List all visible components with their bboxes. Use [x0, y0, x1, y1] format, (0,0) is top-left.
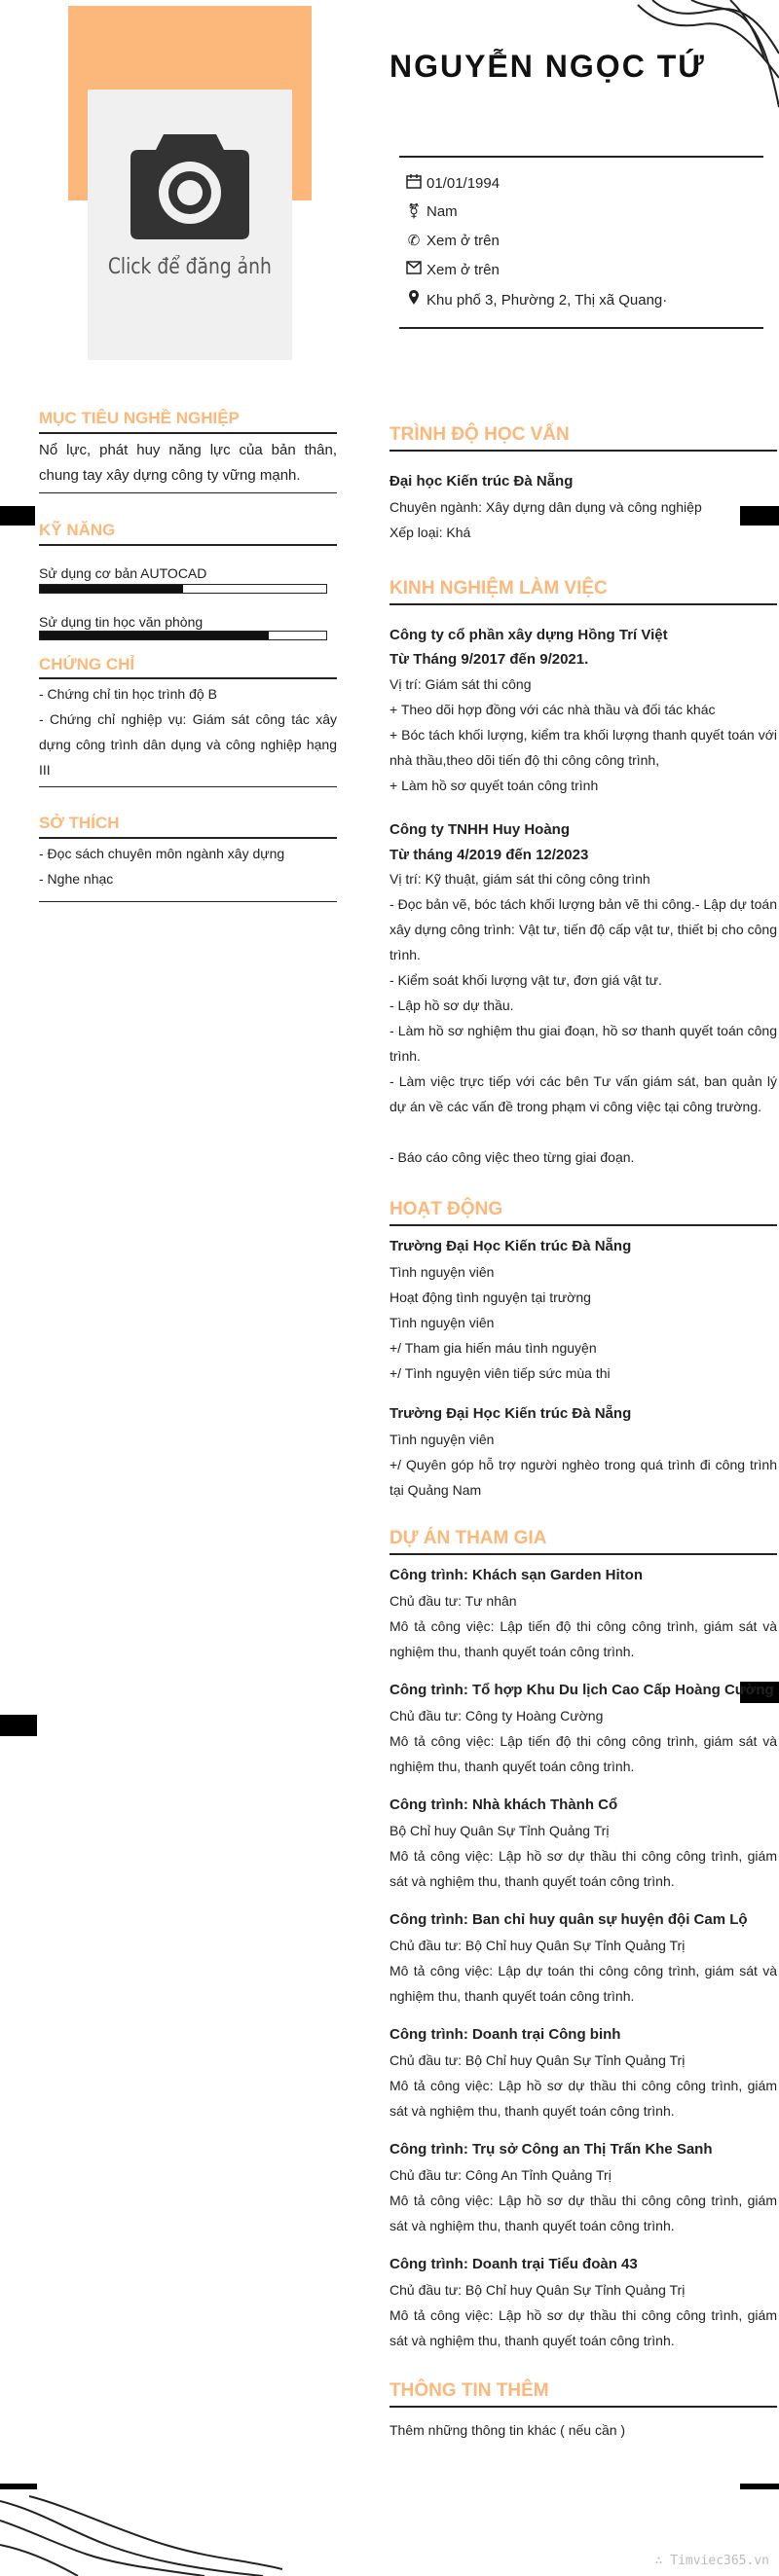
job-period: Từ Tháng 9/2017 đến 9/2021.: [390, 651, 589, 668]
project-name: Công trình: Ban chỉ huy quân sự huyện đội Cam Lộ: [390, 1911, 748, 1928]
education-divider: [390, 450, 777, 452]
gender-icon: ⚧: [407, 203, 421, 220]
cert-item: - Chứng chỉ tin học trình độ B: [39, 686, 217, 702]
job-line: - Kiểm soát khối lượng vật tư, đơn giá vật tư.: [390, 972, 662, 988]
bottom-left-marker: [0, 2484, 37, 2489]
certs-title: CHỨNG CHỈ: [39, 655, 135, 673]
skills-title: KỸ NĂNG: [39, 521, 116, 539]
activity-org: Trường Đại Học Kiến trúc Đà Nẵng: [390, 1238, 632, 1254]
gender-text: Nam: [427, 202, 458, 220]
hobbies-title: SỞ THÍCH: [39, 814, 120, 832]
activity-line: +/ Tham gia hiến máu tình nguyện: [390, 1340, 597, 1356]
photo-caption: Click để đăng ảnh: [108, 255, 272, 279]
avatar-upload[interactable]: [88, 90, 292, 360]
job-company: Công ty TNHH Huy Hoàng: [390, 821, 570, 838]
location-icon: [403, 290, 425, 309]
project-owner: Chủ đầu tư: Bộ Chỉ huy Quân Sự Tỉnh Quảng Trị: [390, 2052, 686, 2068]
project-name: Công trình: Khách sạn Garden Hiton: [390, 1567, 644, 1583]
skill-bar: [39, 584, 327, 594]
project-owner: Chủ đầu tư: Công An Tỉnh Quảng Trị: [390, 2167, 612, 2183]
job-line: Vị trí: Kỹ thuật, giám sát thi công công trình: [390, 871, 650, 887]
info-address: [403, 290, 667, 309]
info-email: [403, 261, 500, 278]
camera-icon: [127, 127, 253, 241]
project-name: Công trình: Tổ hợp Khu Du lịch Cao Cấp Hoàng Cường: [390, 1682, 774, 1698]
objective-divider: [39, 432, 337, 434]
project-desc: Mô tả công việc: Lập hồ sơ dự thầu thi công công trình, giám sát và nghiệm thu, thanh quyết toán công trình.: [390, 2193, 777, 2233]
experience-title: KINH NGHIỆM LÀM VIỆC: [390, 578, 608, 599]
activities-divider: [390, 1224, 777, 1226]
project-name: Công trình: Doanh trại Tiểu đoàn 43: [390, 2256, 638, 2272]
skill-bar-fill: [40, 632, 269, 639]
address-text: Khu phố 3, Phường 2, Thị xã Quang·: [427, 291, 668, 308]
phone-icon: ✆: [407, 233, 421, 249]
job-period: Từ tháng 4/2019 đến 12/2023: [390, 847, 589, 863]
skill-bar-fill: [40, 585, 183, 593]
project-desc: Mô tả công việc: Lập dự toán thi công công trình, giám sát và nghiệm thu, thanh quyết toán công trình.: [390, 1963, 777, 2004]
skill-bar: [39, 631, 327, 640]
email-icon: [403, 261, 425, 278]
watermark: ∴ Timviec365.vn: [654, 2554, 769, 2568]
extra-text: Thêm những thông tin khác ( nếu cần ): [390, 2422, 626, 2438]
experience-divider: [390, 603, 777, 605]
left-marker: [0, 1715, 37, 1736]
job-line: + Bóc tách khối lượng, kiểm tra khối lượng thanh quyết toán với nhà thầu,theo dõi tiến độ thi công công trình,: [390, 727, 777, 768]
activity-line: +/ Quyên góp hỗ trợ người nghèo trong quá trình đi công trình tại Quảng Nam: [390, 1457, 777, 1498]
project-name: Công trình: Trụ sở Công an Thị Trấn Khe Sanh: [390, 2141, 713, 2158]
project-name: Công trình: Nhà khách Thành Cổ: [390, 1796, 618, 1813]
job-line: - Làm việc trực tiếp với các bên Tư vấn giám sát, ban quản lý dự án về các vấn đề trong phạm vi công việc tại công trường.: [390, 1073, 777, 1114]
candidate-name: NGUYỄN NGỌC TỨ: [390, 49, 706, 84]
objective-end-divider: [39, 492, 337, 493]
certs-divider: [39, 677, 337, 679]
project-desc: Mô tả công việc: Lập tiến độ thi công công trình, giám sát và nghiệm thu, thanh quyết toán công trình.: [390, 1618, 777, 1659]
skill-label: Sử dụng tin học văn phòng: [39, 614, 204, 630]
job-line: - Báo cáo công việc theo từng giai đoạn.: [390, 1149, 635, 1165]
objective-text: Nổ lực, phát huy năng lực của bản thân, chung tay xây dựng công ty vững mạnh.: [39, 442, 337, 484]
hobby-item: - Nghe nhạc: [39, 871, 114, 887]
project-owner: Chủ đầu tư: Bộ Chỉ huy Quân Sự Tỉnh Quảng Trị: [390, 2282, 686, 2298]
certs-end-divider: [39, 786, 337, 787]
education-school: Đại học Kiến trúc Đà Nẵng: [390, 473, 574, 490]
project-owner: Bộ Chỉ huy Quân Sự Tỉnh Quảng Trị: [390, 1823, 610, 1838]
activity-line: Tình nguyện viên: [390, 1264, 495, 1280]
project-owner: Chủ đầu tư: Bộ Chỉ huy Quân Sự Tỉnh Quảng Trị: [390, 1938, 686, 1953]
skills-divider: [39, 544, 337, 546]
hobby-item: - Đọc sách chuyên môn ngành xây dựng: [39, 846, 285, 861]
extra-divider: [390, 2406, 777, 2408]
job-line: Vị trí: Giám sát thi công: [390, 676, 532, 692]
objective-title: MỤC TIÊU NGHỀ NGHIỆP: [39, 409, 240, 427]
info-phone: [403, 232, 500, 249]
activity-line: Tình nguyện viên: [390, 1432, 495, 1447]
skill-label: Sử dụng cơ bản AUTOCAD: [39, 565, 207, 581]
project-desc: Mô tả công việc: Lập hồ sơ dự thầu thi công công trình, giám sát và nghiệm thu, thanh quyết toán công trình.: [390, 2307, 777, 2348]
swirl-decoration-bottom: [0, 2491, 282, 2576]
job-line: + Làm hồ sơ quyết toán công trình: [390, 778, 599, 793]
hobbies-divider: [39, 837, 337, 839]
job-company: Công ty cổ phần xây dựng Hồng Trí Việt: [390, 627, 668, 643]
projects-title: DỰ ÁN THAM GIA: [390, 1528, 547, 1548]
activities-title: HOẠT ĐỘNG: [390, 1199, 503, 1219]
left-marker: [0, 506, 35, 526]
extra-title: THÔNG TIN THÊM: [390, 2380, 549, 2401]
project-desc: Mô tả công việc: Lập tiến độ thi công công trình, giám sát và nghiệm thu, thanh quyết toán công trình.: [390, 1733, 777, 1774]
hobbies-end-divider: [39, 901, 337, 902]
bottom-right-marker: [740, 2484, 779, 2489]
education-grade: Xếp loại: Khá: [390, 525, 471, 540]
email-text: Xem ở trên: [427, 261, 500, 278]
activity-org: Trường Đại Học Kiến trúc Đà Nẵng: [390, 1405, 632, 1422]
project-owner: Chủ đầu tư: Tư nhân: [390, 1593, 517, 1609]
info-top-divider: [399, 156, 763, 158]
phone-text: Xem ở trên: [427, 232, 500, 249]
education-title: TRÌNH ĐỘ HỌC VẤN: [390, 424, 570, 445]
calendar-icon: [403, 173, 425, 193]
info-birthdate: [403, 173, 500, 193]
project-owner: Chủ đầu tư: Công ty Hoàng Cường: [390, 1708, 604, 1723]
education-major: Chuyên ngành: Xây dựng dân dụng và công nghiệp: [390, 499, 702, 515]
activity-line: Tình nguyện viên: [390, 1315, 495, 1330]
project-desc: Mô tả công việc: Lập hồ sơ dự thầu thi công công trình, giám sát và nghiệm thu, thanh quyết toán công trình.: [390, 2078, 777, 2119]
project-name: Công trình: Doanh trại Công binh: [390, 2026, 621, 2043]
info-bottom-divider: [399, 327, 763, 329]
birthdate-text: 01/01/1994: [427, 174, 501, 192]
cert-item: - Chứng chỉ nghiệp vụ: Giám sát công tác xây dựng công trình dân dụng và công nghiệp hạng III: [39, 711, 337, 778]
project-desc: Mô tả công việc: Lập hồ sơ dự thầu thi công công trình, giám sát và nghiệm thu, thanh quyết toán công trình.: [390, 1848, 777, 1889]
job-line: - Lập hồ sơ dự thầu.: [390, 998, 514, 1013]
projects-divider: [390, 1553, 777, 1555]
job-line: + Theo dõi hợp đồng với các nhà thầu và đối tác khác: [390, 702, 716, 717]
activity-line: +/ Tình nguyện viên tiếp sức mùa thi: [390, 1365, 611, 1381]
activity-line: Hoạt động tình nguyện tại trường: [390, 1289, 591, 1305]
job-line: - Đọc bản vẽ, bóc tách khối lượng bản vẽ thi công.- Lập dự toán xây dựng công trình: Vật tư, tiến độ cấp vật tư, thiết bị cho công trình.: [390, 896, 777, 962]
job-line: - Làm hồ sơ nghiệm thu giai đoạn, hồ sơ thanh quyết toán công trình.: [390, 1023, 777, 1064]
info-gender: [403, 202, 458, 220]
